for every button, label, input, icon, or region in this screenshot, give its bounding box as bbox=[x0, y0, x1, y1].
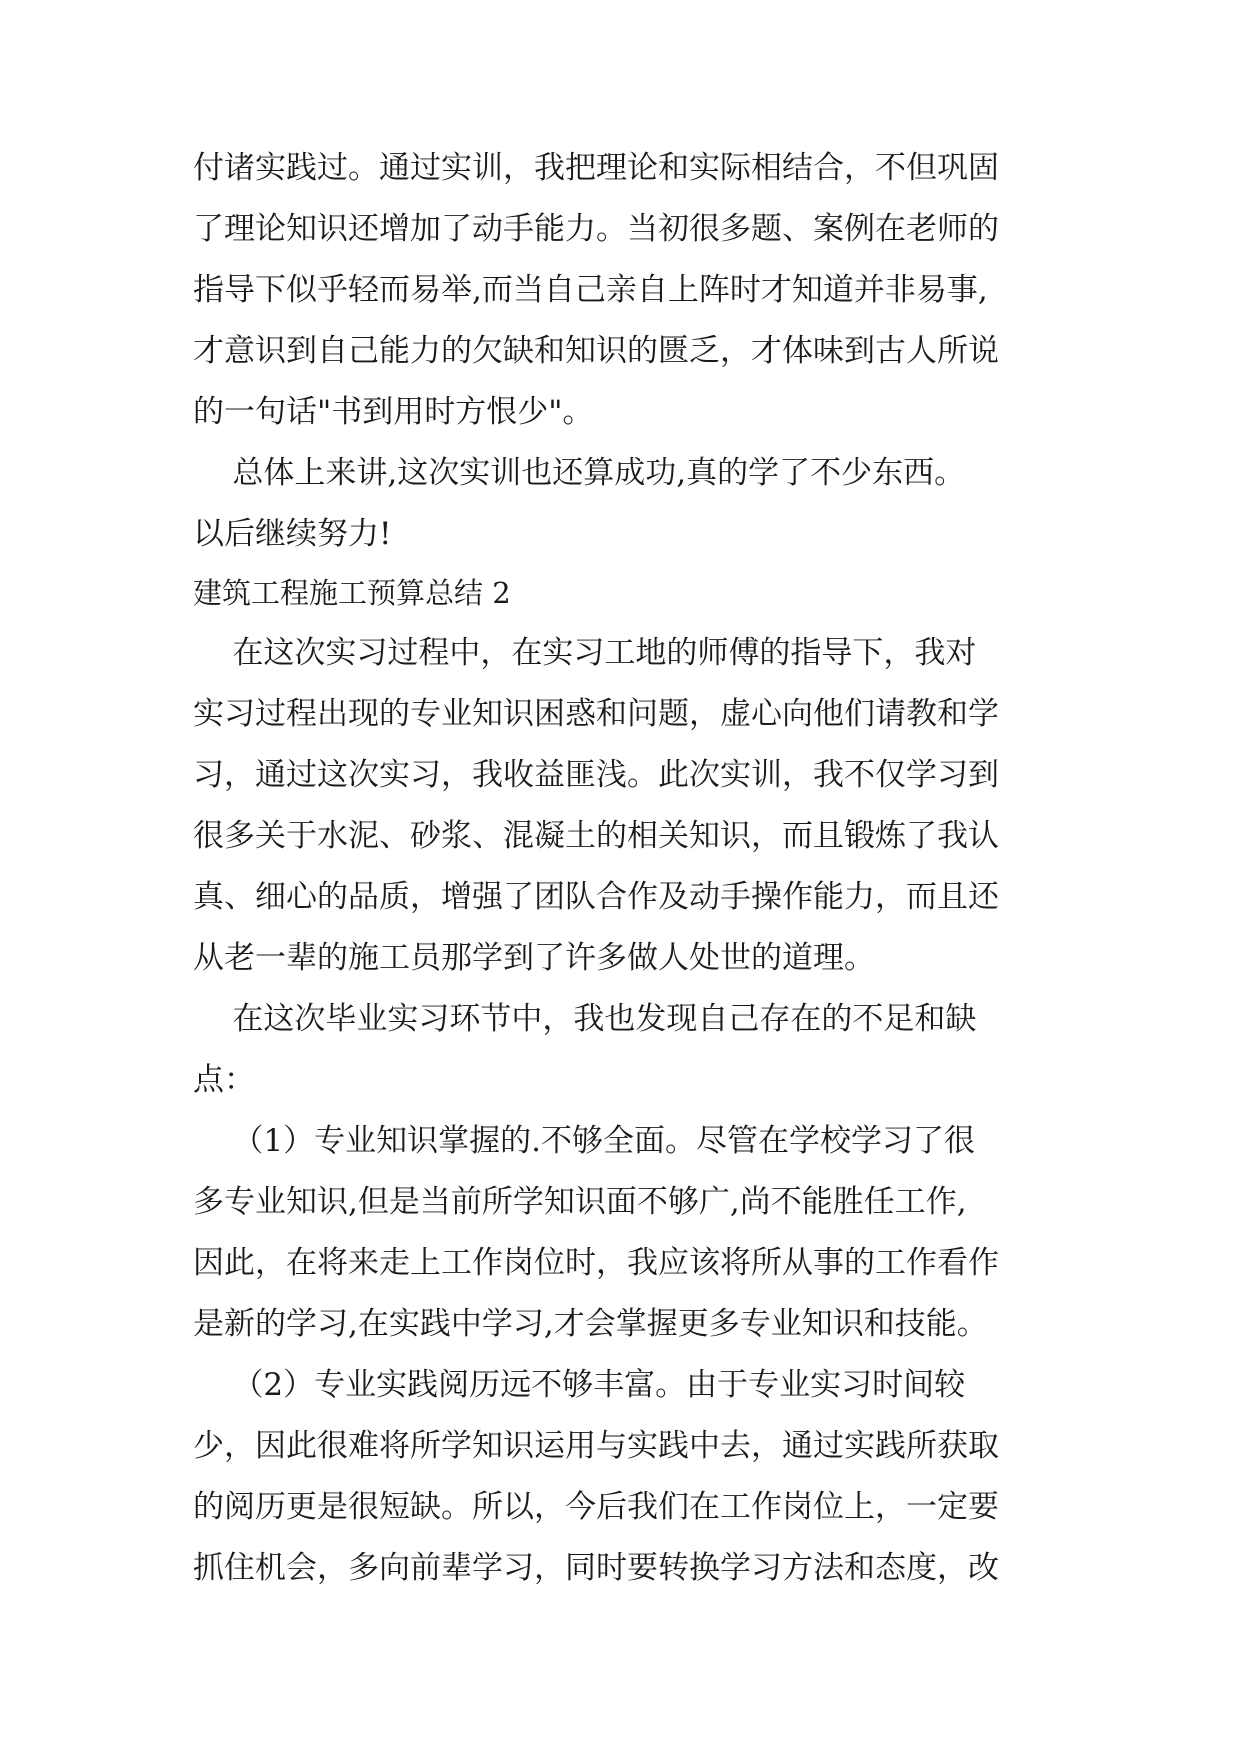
paragraph-line: 总体上来讲,这次实训也还算成功,真的学了不少东西。 bbox=[193, 455, 966, 491]
paragraph-line: 才意识到自己能力的欠缺和知识的匮乏，才体味到古人所说 bbox=[193, 333, 999, 369]
paragraph-line: 是新的学习,在实践中学习,才会掌握更多专业知识和技能。 bbox=[193, 1306, 988, 1342]
section-heading: 建筑工程施工预算总结 2 bbox=[193, 576, 511, 610]
paragraph-line: 从老一辈的施工员那学到了许多做人处世的道理。 bbox=[193, 940, 875, 976]
list-item-1: （1）专业知识掌握的.不够全面。尽管在学校学习了很 bbox=[193, 1123, 975, 1159]
paragraph-line: 真、细心的品质，增强了团队合作及动手操作能力，而且还 bbox=[193, 879, 999, 915]
paragraph-line: 少，因此很难将所学知识运用与实践中去，通过实践所获取 bbox=[193, 1428, 999, 1464]
paragraph-line: 习，通过这次实习，我收益匪浅。此次实训，我不仅学习到 bbox=[193, 757, 999, 793]
paragraph-line: 抓住机会，多向前辈学习，同时要转换学习方法和态度，改 bbox=[193, 1550, 999, 1586]
list-item-2: （2）专业实践阅历远不够丰富。由于专业实习时间较 bbox=[193, 1367, 966, 1403]
paragraph-line: 指导下似乎轻而易举,而当自己亲自上阵时才知道并非易事, bbox=[193, 272, 988, 308]
paragraph-line: 在这次毕业实习环节中，我也发现自己存在的不足和缺 bbox=[193, 1001, 977, 1037]
paragraph-line: 很多关于水泥、砂浆、混凝土的相关知识，而且锻炼了我认 bbox=[193, 818, 999, 854]
paragraph-line: 了理论知识还增加了动手能力。当初很多题、案例在老师的 bbox=[193, 211, 999, 247]
paragraph-line: 点： bbox=[193, 1062, 255, 1098]
paragraph-line: 因此，在将来走上工作岗位时，我应该将所从事的工作看作 bbox=[193, 1245, 999, 1281]
paragraph-line: 的阅历更是很短缺。所以，今后我们在工作岗位上，一定要 bbox=[193, 1489, 999, 1525]
paragraph-line: 以后继续努力! bbox=[193, 516, 392, 552]
paragraph-line: 多专业知识,但是当前所学知识面不够广,尚不能胜任工作, bbox=[193, 1184, 967, 1220]
paragraph-line: 在这次实习过程中，在实习工地的师傅的指导下，我对 bbox=[193, 635, 977, 671]
paragraph-line: 的一句话"书到用时方恨少"。 bbox=[193, 394, 594, 430]
paragraph-line: 付诸实践过。通过实训，我把理论和实际相结合，不但巩固 bbox=[193, 150, 999, 186]
paragraph-line: 实习过程出现的专业知识困惑和问题，虚心向他们请教和学 bbox=[193, 696, 999, 732]
